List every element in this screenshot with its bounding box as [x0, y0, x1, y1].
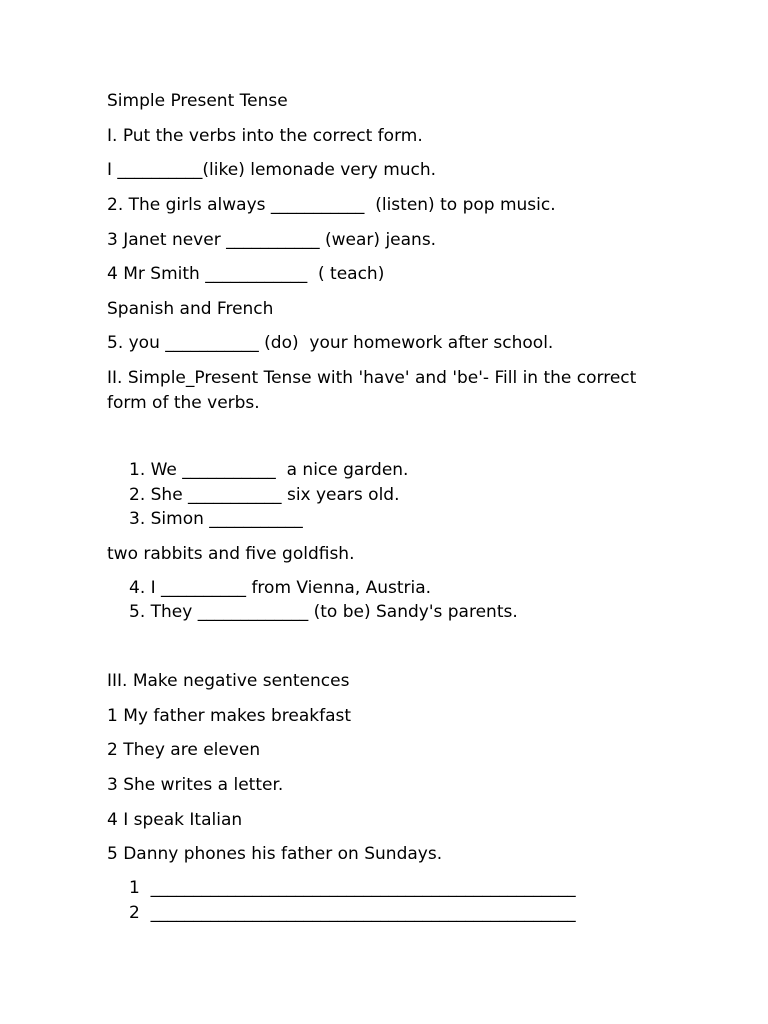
- section-3-heading: III. Make negative sentences: [107, 671, 350, 691]
- exercise-item: 5. you ___________ (do) your homework after school.: [107, 333, 554, 353]
- list-item-continuation: two rabbits and five goldfish.: [107, 544, 355, 564]
- list-item: 4. I __________ from Vienna, Austria.: [129, 578, 432, 598]
- exercise-item-continuation: Spanish and French: [107, 299, 274, 319]
- exercise-item: 4 Mr Smith ____________ ( teach): [107, 264, 385, 284]
- sentence-item: 1 My father makes breakfast: [107, 706, 352, 726]
- sentence-item: 5 Danny phones his father on Sundays.: [107, 844, 443, 864]
- sentence-item: 2 They are eleven: [107, 740, 261, 760]
- section-1-heading: I. Put the verbs into the correct form.: [107, 126, 423, 146]
- exercise-item: I __________(like) lemonade very much.: [107, 160, 437, 180]
- list-item: 1. We ___________ a nice garden.: [129, 460, 409, 480]
- list-item: 5. They _____________ (to be) Sandy's parents.: [129, 602, 518, 622]
- exercise-item: 3 Janet never ___________ (wear) jeans.: [107, 230, 437, 250]
- section-2-heading: II. Simple_Present Tense with 'have' and 'be'- Fill in the correct form of the verbs.: [107, 368, 637, 413]
- sentence-item: 4 I speak Italian: [107, 810, 243, 830]
- worksheet-title: Simple Present Tense: [107, 91, 288, 111]
- list-item: 3. Simon ___________: [129, 509, 303, 529]
- exercise-item: 2. The girls always ___________ (listen) to pop music.: [107, 195, 556, 215]
- sentence-item: 3 She writes a letter.: [107, 775, 284, 795]
- answer-line: 2 __________________________________________________: [129, 903, 576, 923]
- answer-line: 1 __________________________________________________: [129, 878, 576, 898]
- list-item: 2. She ___________ six years old.: [129, 485, 400, 505]
